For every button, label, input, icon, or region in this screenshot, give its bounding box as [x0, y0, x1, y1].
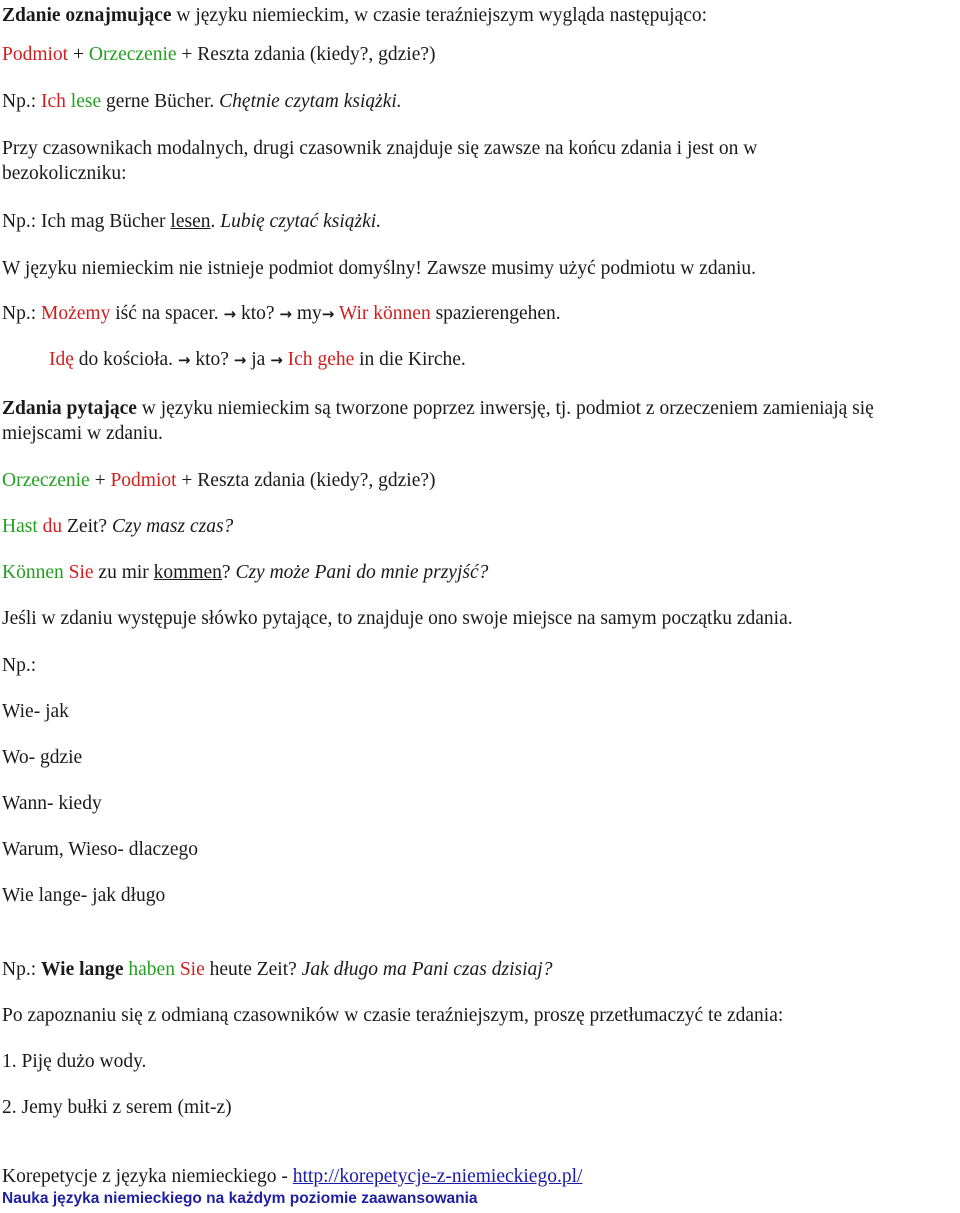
- exercise-item: 1. Piję dużo wody.: [2, 1051, 147, 1072]
- example-label: Np.:: [2, 655, 37, 676]
- translation: Lubię czytać książki.: [220, 211, 382, 232]
- question-formula: Orzeczenie + Podmiot + Reszta zdania (kiedy?, gdzie?): [2, 470, 436, 491]
- question-word: Warum, Wieso- dlaczego: [2, 839, 198, 860]
- questions-rule-line1: Zdania pytające w języku niemieckim są tworzone poprzez inwersję, tj. podmiot z orzeczeniem zamieniają się: [2, 398, 874, 419]
- question-word: Wie- jak: [2, 701, 69, 722]
- exercise-instructions: Po zapoznaniu się z odmianą czasowników w czasie teraźniejszym, proszę przetłumaczyć te zdania:: [2, 1005, 784, 1026]
- question-word: Wo- gdzie: [2, 747, 83, 768]
- arrow-icon: →: [270, 351, 283, 369]
- question-word: Wie lange- jak długo: [2, 885, 166, 906]
- example-ich-lese: Np.: Ich lese gerne Bücher. Chętnie czytam książki.: [2, 91, 402, 112]
- arrow-icon: →: [279, 305, 292, 323]
- example-wie-lange: Np.: Wie lange haben Sie heute Zeit? Jak długo ma Pani czas dzisiaj?: [2, 959, 553, 980]
- heading-questions: Zdania pytające: [2, 398, 137, 419]
- footer-link[interactable]: http://korepetycje-z-niemieckiego.pl/: [292, 1166, 583, 1187]
- translation: Czy masz czas?: [111, 516, 234, 537]
- example-hast-du: Hast du Zeit? Czy masz czas?: [2, 516, 234, 537]
- arrow-icon: →: [321, 305, 335, 323]
- label-podmiot: Podmiot: [110, 470, 177, 491]
- arrow-icon: →: [233, 351, 247, 369]
- example-konnen-sie: Können Sie zu mir kommen? Czy może Pani do mnie przyjść?: [2, 562, 489, 583]
- example-wir-konnen: Np.: Możemy iść na spacer. → kto? → my→ Wir können spazierengehen.: [2, 303, 561, 324]
- intro-statement-rule: Zdanie oznajmujące w języku niemieckim, w czasie teraźniejszym wygląda następująco:: [2, 5, 708, 26]
- footer-text: Korepetycje z języka niemieckiego -: [2, 1166, 293, 1187]
- questions-rule-line2: miejscami w zdaniu.: [2, 423, 163, 444]
- subject-rule: W języku niemieckim nie istnieje podmiot domyślny! Zawsze musimy użyć podmiotu w zdaniu.: [2, 258, 757, 279]
- arrow-icon: →: [177, 351, 191, 369]
- translation: Czy może Pani do mnie przyjść?: [235, 562, 489, 583]
- exercise-item: 2. Jemy bułki z serem (mit-z): [2, 1097, 232, 1118]
- heading-declarative: Zdanie oznajmujące: [2, 5, 172, 26]
- translation: Chętnie czytam książki.: [219, 91, 402, 112]
- footer-tagline: Nauka języka niemieckiego na każdym poziomie zaawansowania: [2, 1190, 478, 1207]
- translation: Jak długo ma Pani czas dzisiaj?: [301, 959, 553, 980]
- declarative-formula: Podmiot + Orzeczenie + Reszta zdania (kiedy?, gdzie?): [2, 44, 436, 65]
- example-ich-mag: Np.: Ich mag Bücher lesen. Lubię czytać książki.: [2, 211, 382, 232]
- footer-line: [2, 1165, 582, 1189]
- label-orzeczenie: Orzeczenie: [2, 470, 90, 491]
- question-word: Wann- kiedy: [2, 793, 102, 814]
- question-word-rule: Jeśli w zdaniu występuje słówko pytające, to znajduje ono swoje miejsce na samym początku zdania.: [2, 608, 793, 629]
- modal-verbs-rule-line2: bezokoliczniku:: [2, 163, 127, 184]
- arrow-icon: →: [223, 305, 237, 323]
- label-podmiot: Podmiot: [2, 44, 69, 65]
- label-orzeczenie: Orzeczenie: [88, 44, 177, 65]
- modal-verbs-rule-line1: Przy czasownikach modalnych, drugi czasownik znajduje się zawsze na końcu zdania i jest on w: [2, 138, 758, 159]
- example-ich-gehe: Idę do kościoła. → kto? → ja → Ich gehe in die Kirche.: [49, 349, 466, 370]
